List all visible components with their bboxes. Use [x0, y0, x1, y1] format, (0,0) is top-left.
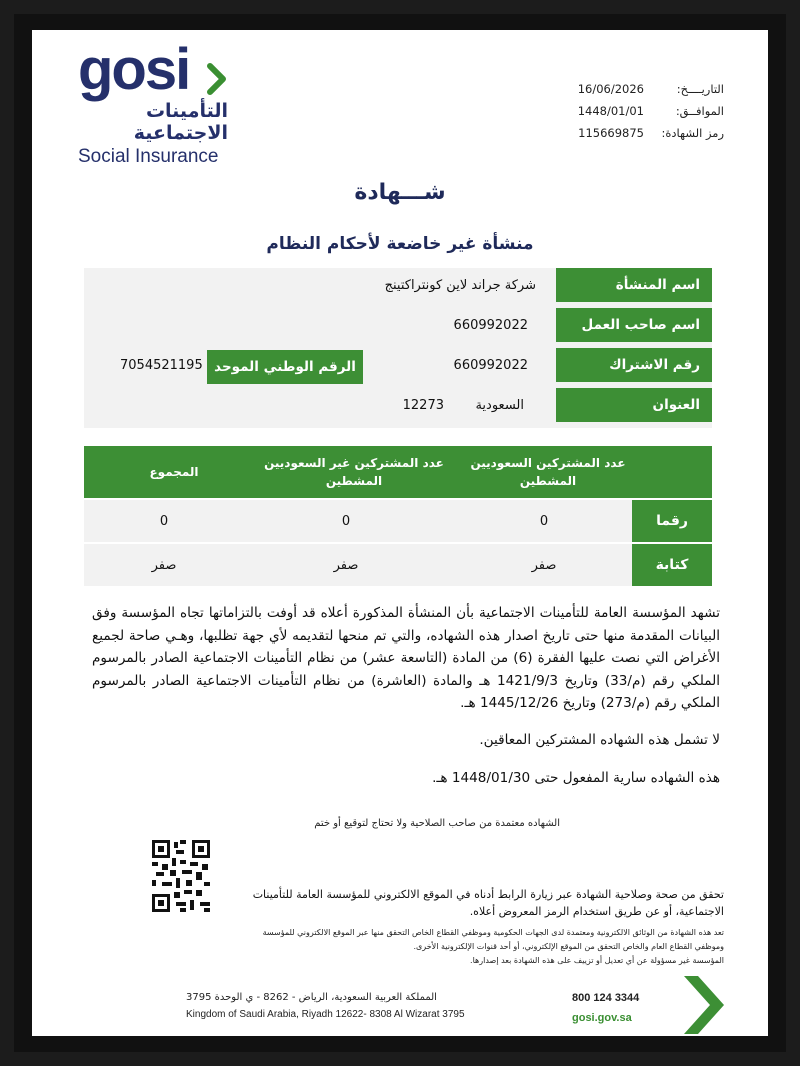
fine-print-line-1: تعد هذه الشهادة من الوثائق الالكترونية ومعتمدة لدى الجهات الحكومية وموظفي القطاع الخاص التحقق منها عبر الموقع الالكتروني للمؤسسة [262, 928, 724, 937]
certificate-body: تشهد المؤسسة العامة للتأمينات الاجتماعية بأن المنشأة المذكورة أعلاه قد أوفت بالتزاماتها تجاه المؤسسة وفق البيانات المقدمة منها حتى تاريخ اصدار هذه الشهاده، والتي تم منحها لتقديمه لأي جهة تظلبها، وهـي صاحة لجميع الأغراض التي نصت عليها الفقرة (6) من المادة (التاسعة عشر) من نظام التأمينات الاجتماعية الصادر بالمرسوم الملكي رقم (م/33) وتاريخ 1421/9/3 هـ والمادة (العاشرة) من نظام التأمينات الاجتماعية الصادر بالمرسوم الملكي رقم (م/273) وتاريخ 1445/12/26 هـ. [92, 605, 721, 711]
fine-print-line-3: المؤسسة غير مسؤولة عن أي تعديل أو تزييف على هذه الشهادة بعد إصدارها. [470, 956, 724, 965]
footer-address [186, 992, 496, 1020]
meta-date: التاريــــخ: 16/06/2026 [577, 82, 724, 96]
footer-address-arabic: المملكة العربية السعودية، الرياض - 8262 - ي الوحدة 3795 [186, 992, 437, 1003]
approval-note: الشهاده معتمدة من صاحب الصلاحية ولا تحتاج لتوقيع أو ختم [314, 818, 560, 829]
establishment-info-table [84, 268, 712, 428]
label-establishment-name: اسم المنشأة [556, 268, 712, 302]
subscribers-count-table [84, 446, 712, 584]
footer-address-english: Kingdom of Saudi Arabia, Riyadh 12622- 8308 Al Wizarat 3795 [186, 1009, 465, 1020]
subscription-number: 660992022 [453, 358, 528, 373]
certificate-meta [578, 82, 724, 148]
national-id: 7054521195 [120, 358, 203, 373]
national-id-label: الرقم الوطني الموحد [207, 350, 363, 384]
non-saudi-count-written: صفر [333, 558, 359, 573]
validity-note: هذه الشهاده سارية المفعول حتى 1448/01/30 هـ. [432, 770, 720, 786]
address-code: 12273 [402, 398, 444, 413]
address-country: السعودية [475, 398, 524, 413]
meta-certificate-code: رمز الشهادة: 115669875 [578, 126, 724, 140]
certificate-page [32, 30, 768, 1036]
label-employer-name: اسم صاحب العمل [556, 308, 712, 342]
logo-arabic: التأمينات الاجتماعية [133, 100, 228, 144]
saudi-count: 0 [539, 514, 549, 529]
saudi-count-written: صفر [531, 558, 557, 573]
footer-phone: 800 124 3344 [572, 992, 640, 1004]
footer-chevron-icon [682, 974, 726, 1036]
label-address: العنوان [556, 388, 712, 422]
gosi-logo [78, 37, 248, 168]
verification-text: تحقق من صحة وصلاحية الشهادة عبر زيارة الرابط أدناه في الموقع الالكتروني للمؤسسة العامة للتأمينات الاجتماعية، أو عن طريق استخدام الرمز المعروض أعلاه. [252, 888, 724, 918]
label-subscription-number: رقم الاشتراك [556, 348, 712, 382]
row-label-numeric: رقما [632, 500, 712, 542]
qr-code-icon [152, 840, 210, 912]
total-count: 0 [159, 514, 169, 529]
fine-print [124, 926, 724, 968]
logo-english: Social Insurance [78, 146, 219, 167]
meta-hijri-date: الموافــق: 1448/01/01 [577, 104, 724, 118]
header-saudi: عدد المشتركين السعوديين المشطين [470, 456, 626, 488]
fine-print-line-2: وموظفي القطاع العام والخاص التحقق من الموقع الإلكتروني، أو أحد قنوات الإلكترونية الأخرى. [413, 942, 724, 951]
employer-name: 660992022 [453, 318, 528, 333]
row-label-written: كتابة [632, 544, 712, 586]
non-saudi-count: 0 [341, 514, 351, 529]
exclusion-note: لا تشمل هذه الشهاده المشتركين المعاقين. [479, 732, 720, 748]
footer-website[interactable]: gosi.gov.sa [572, 1012, 632, 1024]
certificate-title: شـــهادة [354, 180, 446, 205]
counts-header [84, 446, 712, 498]
total-count-written: صفر [151, 558, 177, 573]
header-non-saudi: عدد المشتركين غير السعوديين المشطين [264, 456, 444, 488]
certificate-subtitle: منشأة غير خاضعة لأحكام النظام [266, 234, 534, 254]
establishment-name: شركة جراند لاين كونتراكتينج [384, 278, 536, 293]
header-total: المجموع [149, 465, 199, 479]
logo-word: gosi [78, 37, 190, 102]
logo-chevron-icon [206, 62, 228, 96]
